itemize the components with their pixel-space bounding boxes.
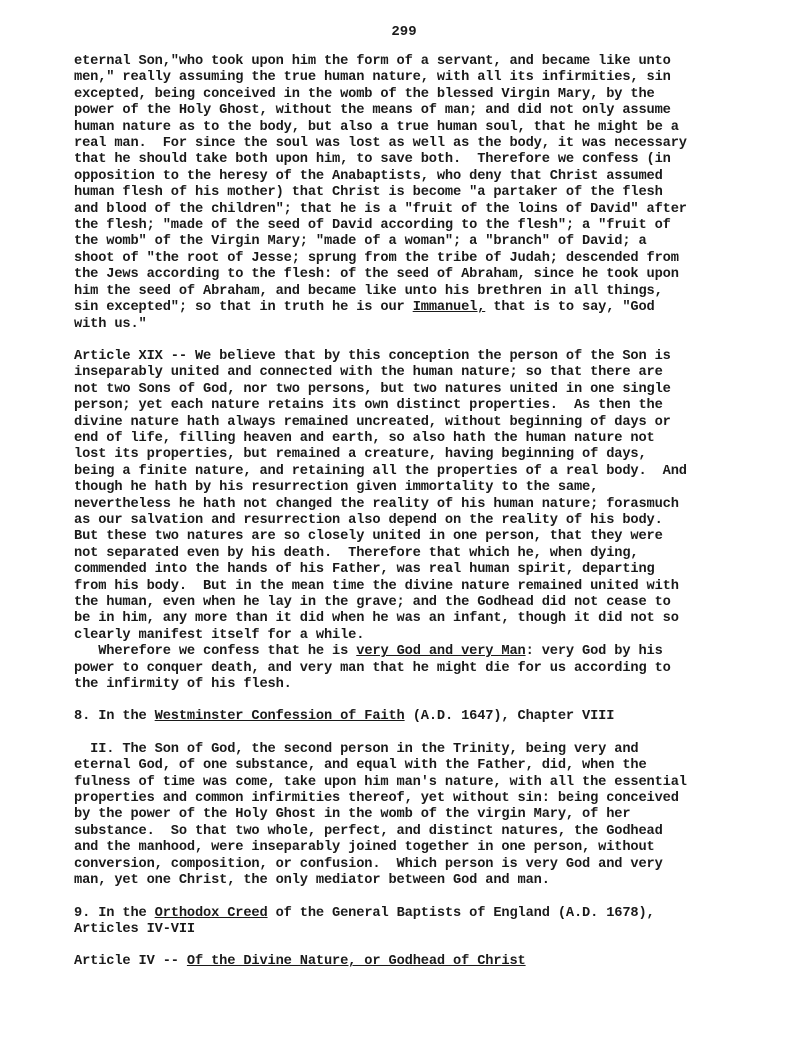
text-line xyxy=(74,677,734,693)
text-line xyxy=(74,807,734,823)
text-segment: (A.D. 1647), Chapter VIII xyxy=(404,709,615,725)
text-line xyxy=(74,349,734,365)
text-segment: properties and common infirmities thereof, yet without sin: being conceived xyxy=(74,791,679,807)
text-line xyxy=(74,103,734,119)
text-line xyxy=(74,317,734,333)
text-line xyxy=(74,840,734,856)
text-line xyxy=(74,758,734,774)
page-number: 299 xyxy=(391,24,417,40)
text-segment: substance. So that two whole, perfect, and distinct natures, the Godhead xyxy=(74,823,663,839)
text-segment: the Jews according to the flesh: of the seed of Abraham, since he took upon xyxy=(74,267,679,283)
text-segment: inseparably united and connected with the human nature; so that there are xyxy=(74,365,663,381)
text-line xyxy=(74,431,734,447)
text-line xyxy=(74,579,734,595)
text-line xyxy=(74,87,734,103)
text-line xyxy=(74,398,734,414)
text-segment: man, yet one Christ, the only mediator between God and man. xyxy=(74,873,550,889)
text-segment: with us." xyxy=(74,316,147,332)
text-line xyxy=(74,447,734,463)
text-segment: men," really assuming the true human nature, with all its infirmities, sin xyxy=(74,70,671,86)
text-line xyxy=(74,709,734,725)
westminster-chapter-8-section-2 xyxy=(74,742,734,890)
text-line xyxy=(74,628,734,644)
text-segment: 9. In the xyxy=(74,905,155,921)
text-line xyxy=(74,54,734,70)
text-segment: and blood of the children"; that he is a "fruit of the loins of David" after xyxy=(74,201,687,217)
text-line xyxy=(74,954,734,970)
text-line xyxy=(74,300,734,316)
text-segment: clearly manifest itself for a while. xyxy=(74,627,365,643)
text-line xyxy=(74,611,734,627)
text-line xyxy=(74,136,734,152)
text-segment: Article IV -- xyxy=(74,954,187,970)
underlined-title: Orthodox Creed xyxy=(154,905,268,921)
text-line xyxy=(74,218,734,234)
text-line xyxy=(74,120,734,136)
underlined-title: very God and very Man xyxy=(356,644,526,660)
text-line xyxy=(74,382,734,398)
text-line xyxy=(74,513,734,529)
text-segment: excepted, being conceived in the womb of the blessed Virgin Mary, by the xyxy=(74,86,655,102)
underlined-title: Westminster Confession of Faith xyxy=(154,709,405,725)
text-segment: conversion, composition, or confusion. Which person is very God and very xyxy=(74,856,663,872)
text-segment: 8. In the xyxy=(74,709,155,725)
heading-westminster-confession xyxy=(74,709,734,725)
text-line xyxy=(74,742,734,758)
text-segment: II. The Son of God, the second person in the Trinity, being very and xyxy=(74,741,639,757)
text-line xyxy=(74,529,734,545)
heading-orthodox-creed xyxy=(74,906,734,939)
text-segment: from his body. But in the mean time the divine nature remained united with xyxy=(74,578,679,594)
text-line xyxy=(74,497,734,513)
article-4-heading xyxy=(74,954,734,970)
text-segment: nevertheless he hath not changed the reality of his human nature; forasmuch xyxy=(74,496,679,512)
text-line xyxy=(74,202,734,218)
text-line xyxy=(74,661,734,677)
text-line xyxy=(74,775,734,791)
text-line xyxy=(74,70,734,86)
text-segment: the womb" of the Virgin Mary; "made of a woman"; a "branch" of David; a xyxy=(74,234,647,250)
text-segment: of the General Baptists of England (A.D. 1678), xyxy=(267,905,655,921)
text-segment: But these two natures are so closely united in one person, that they were xyxy=(74,529,663,545)
text-segment: by the power of the Holy Ghost in the womb of the virgin Mary, of her xyxy=(74,807,631,823)
text-line xyxy=(74,480,734,496)
text-segment: sin excepted"; so that in truth he is our xyxy=(74,300,413,316)
text-line xyxy=(74,873,734,889)
text-segment: power of the Holy Ghost, without the means of man; and did not only assume xyxy=(74,103,671,119)
text-segment: real man. For since the soul was lost as well as the body, it was necessary xyxy=(74,136,687,152)
text-segment: the human, even when he lay in the grave; and the Godhead did not cease to xyxy=(74,595,671,610)
text-line xyxy=(74,464,734,480)
text-segment: commended into the hands of his Father, was real human spirit, departing xyxy=(74,562,655,578)
text-segment: eternal God, of one substance, and equal with the Father, did, when the xyxy=(74,758,647,774)
text-segment: human flesh of his mother) that Christ is become "a partaker of the flesh xyxy=(74,185,663,201)
text-line xyxy=(74,267,734,283)
text-segment: Wherefore we confess that he is xyxy=(74,644,357,660)
text-segment: person; yet each nature retains its own distinct properties. As then the xyxy=(74,398,663,414)
document-page xyxy=(74,24,734,971)
text-segment: the flesh; "made of the seed of David according to the flesh"; a "fruit of xyxy=(74,218,671,234)
text-segment: the infirmity of his flesh. xyxy=(74,677,292,693)
underlined-title: Immanuel, xyxy=(412,300,486,316)
text-segment: be in him, any more than it did when he was an infant, though it did not so xyxy=(74,611,679,627)
text-line xyxy=(74,595,734,611)
text-line xyxy=(74,185,734,201)
text-segment: fulness of time was come, take upon him man's nature, with all the essential xyxy=(74,774,687,790)
text-segment: Articles IV-VII xyxy=(74,921,195,937)
text-segment: shoot of "the root of Jesse; sprung from the tribe of Judah; descended from xyxy=(74,250,679,266)
text-segment: Article XIX -- We believe that by this conception the person of the Son is xyxy=(74,348,671,364)
text-line xyxy=(74,791,734,807)
text-line xyxy=(74,284,734,300)
text-line xyxy=(74,251,734,267)
text-segment: as our salvation and resurrection also depend on the reality of his body. xyxy=(74,512,663,528)
belgic-confession-article-18-continued xyxy=(74,54,734,333)
text-segment: though he hath by his resurrection given immortality to the same, xyxy=(74,480,599,496)
text-segment: lost its properties, but remained a creature, having beginning of days, xyxy=(74,447,647,463)
text-line xyxy=(74,234,734,250)
text-segment: not two Sons of God, nor two persons, but two natures united in one single xyxy=(74,381,671,397)
text-segment: end of life, filling heaven and earth, so also hath the human nature not xyxy=(74,430,655,446)
text-line xyxy=(74,562,734,578)
belgic-confession-article-19 xyxy=(74,349,734,694)
underlined-title: Of the Divine Nature, or Godhead of Christ xyxy=(186,954,526,970)
text-line xyxy=(74,546,734,562)
text-segment: and the manhood, were inseparably joined together in one person, without xyxy=(74,840,655,856)
text-line xyxy=(74,906,734,922)
text-segment: him the seed of Abraham, and became like unto his brethren in all things, xyxy=(74,283,663,299)
text-segment: human nature as to the body, but also a true human soul, that he might be a xyxy=(74,119,679,135)
text-segment: not separated even by his death. Therefore that which he, when dying, xyxy=(74,545,639,561)
text-segment: being a finite nature, and retaining all the properties of a real body. And xyxy=(74,463,687,479)
text-segment: power to conquer death, and very man that he might die for us according to xyxy=(74,660,671,676)
text-line xyxy=(74,152,734,168)
text-segment: divine nature hath always remained uncreated, without beginning of days or xyxy=(74,414,671,430)
text-segment: eternal Son,"who took upon him the form of a servant, and became like unto xyxy=(74,54,671,69)
text-line xyxy=(74,169,734,185)
text-line xyxy=(74,922,734,938)
text-segment: that he should take both upon him, to save both. Therefore we confess (in xyxy=(74,152,671,168)
text-segment: that is to say, "God xyxy=(485,300,655,316)
text-line xyxy=(74,415,734,431)
text-line xyxy=(74,857,734,873)
text-line xyxy=(74,824,734,840)
text-segment: : very God by his xyxy=(525,644,663,660)
text-segment: opposition to the heresy of the Anabaptists, who deny that Christ assumed xyxy=(74,168,663,184)
text-line xyxy=(74,365,734,381)
text-line xyxy=(74,644,734,660)
